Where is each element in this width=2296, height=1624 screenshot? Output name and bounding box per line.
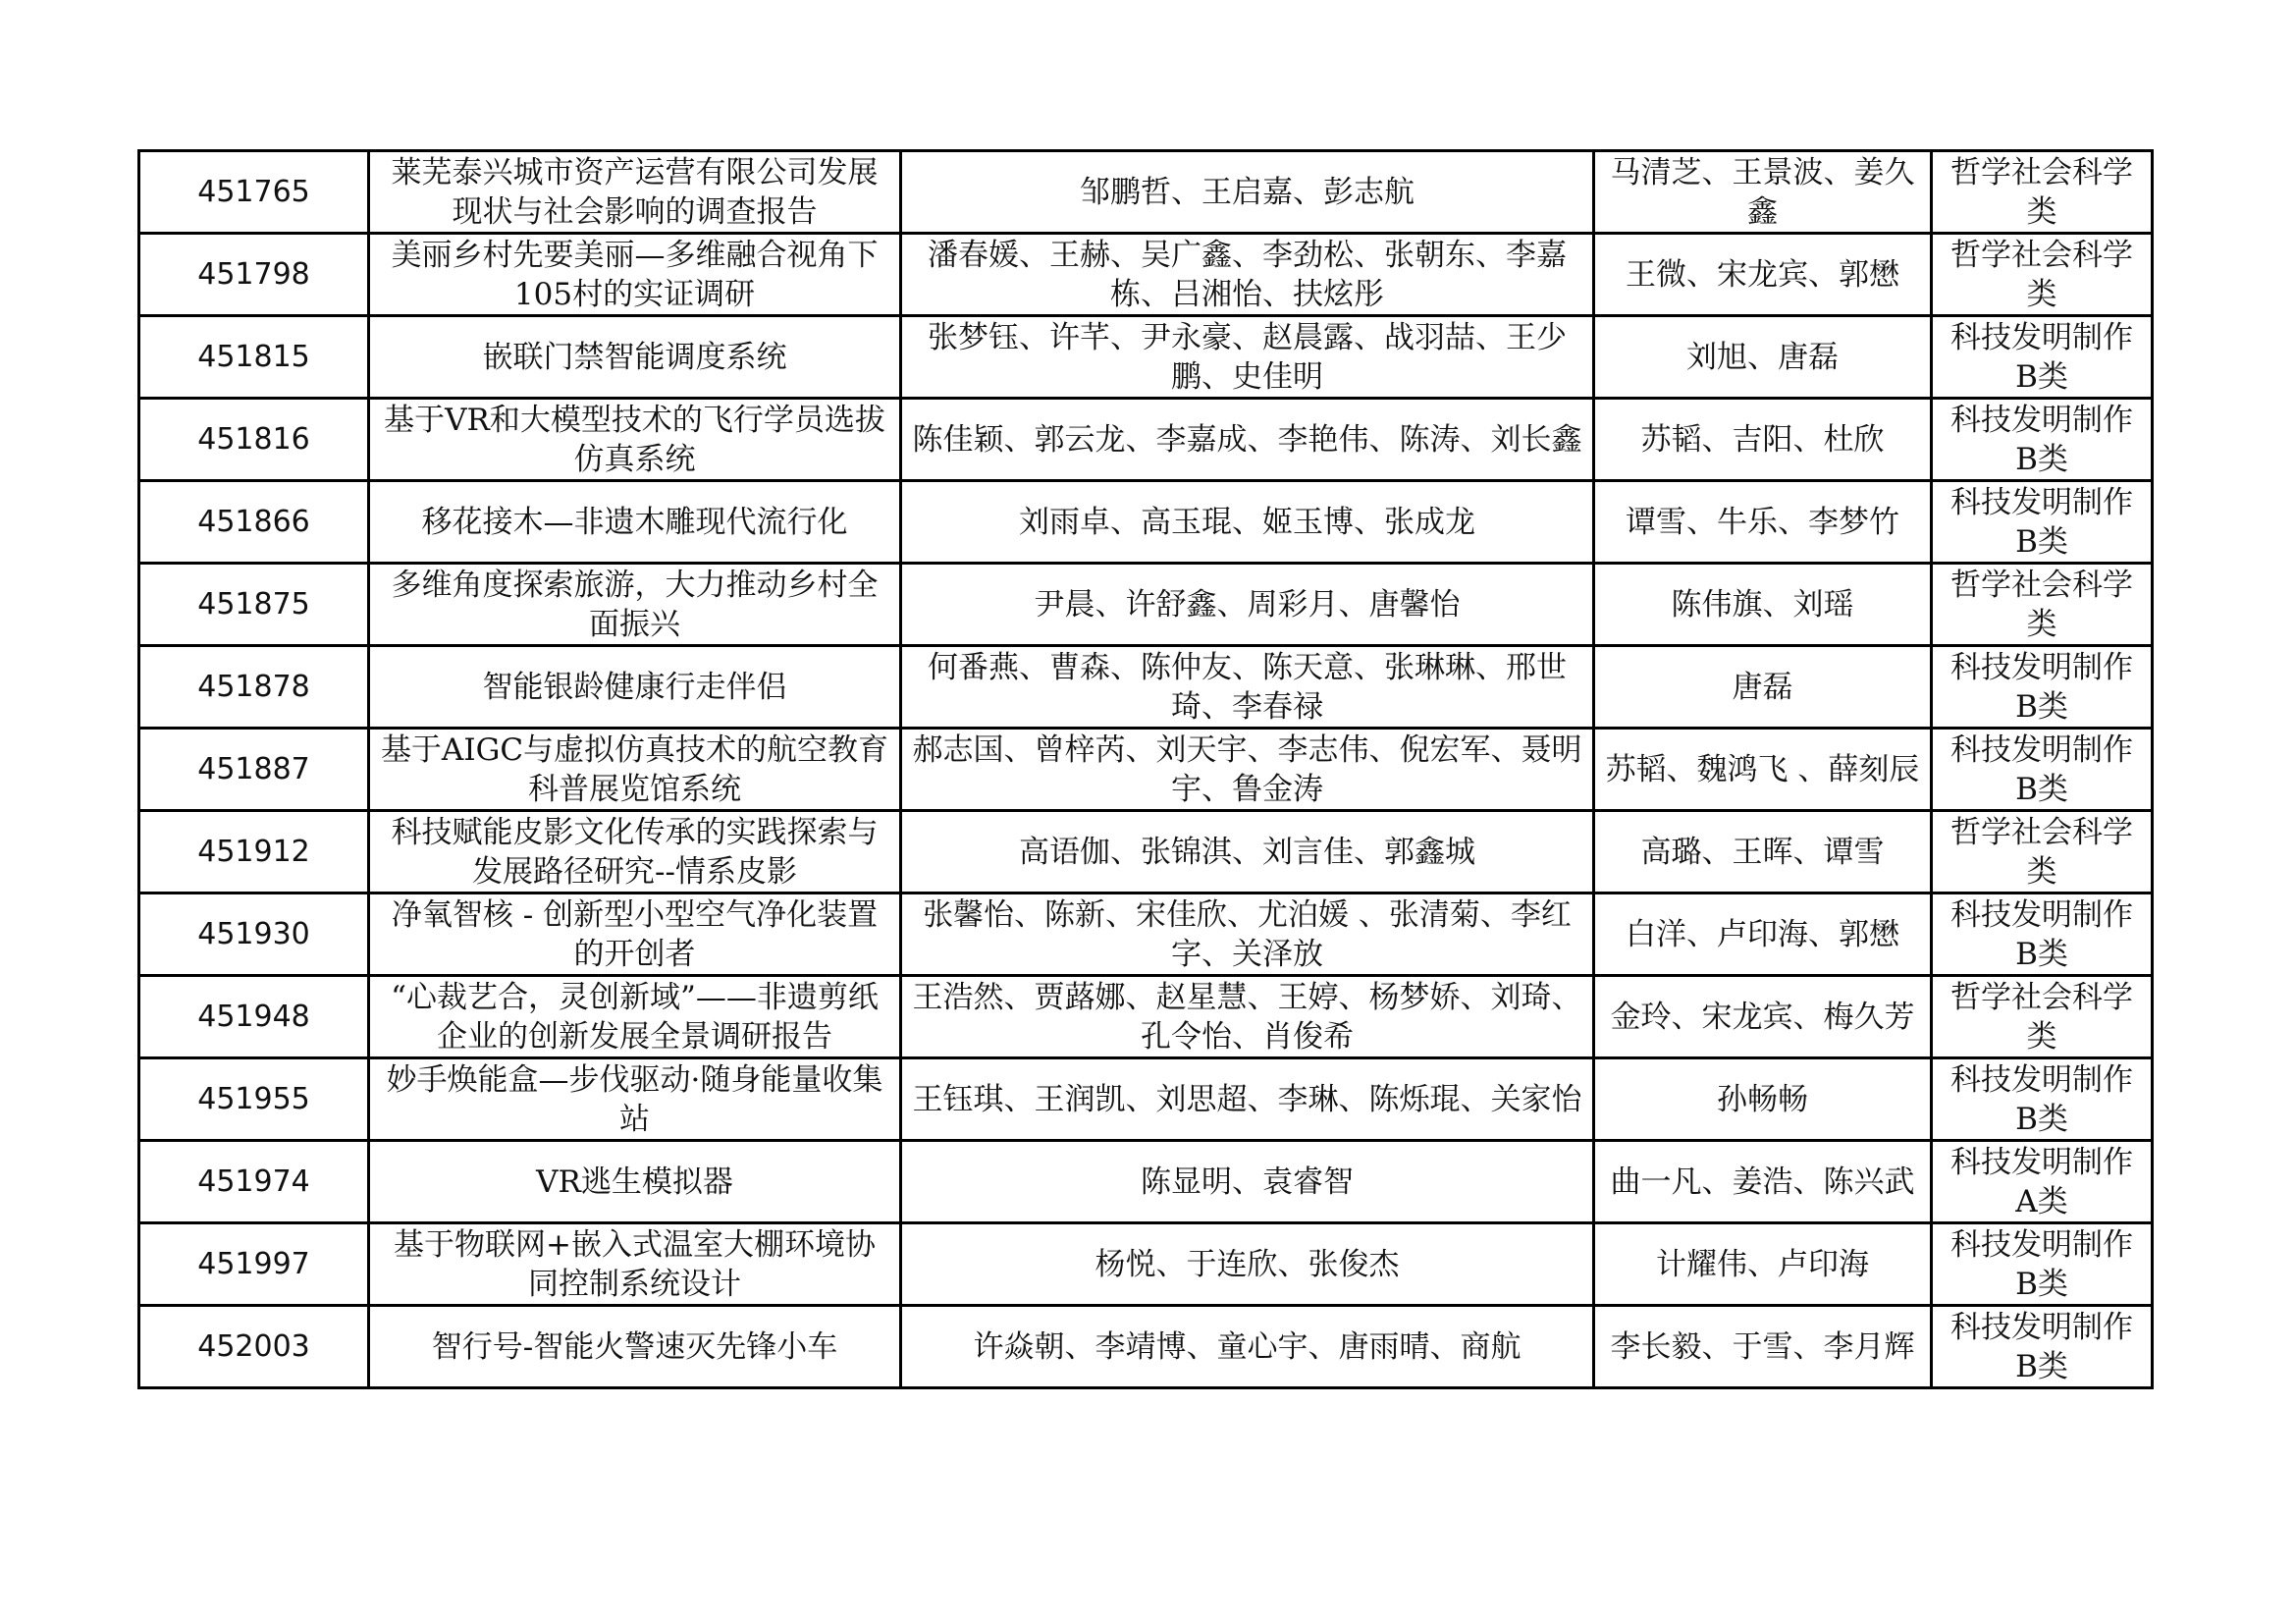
advisors-cell: 刘旭、唐磊 [1594,316,1932,399]
project-title-cell: 美丽乡村先要美丽—多维融合视角下105村的实证调研 [369,234,901,316]
project-title-cell: 基于AIGC与虚拟仿真技术的航空教育科普展览馆系统 [369,729,901,811]
team-members-cell: 陈佳颖、郭云龙、李嘉成、李艳伟、陈涛、刘长鑫 [901,399,1594,481]
project-title-cell: 净氧智核 - 创新型小型空气净化装置的开创者 [369,893,901,976]
category-cell: 哲学社会科学类 [1932,234,2153,316]
team-members-cell: 何番燕、曹森、陈仲友、陈天意、张琳琳、邢世琦、李春禄 [901,646,1594,729]
advisors-cell: 李长毅、于雪、李月辉 [1594,1306,1932,1388]
category-cell: 科技发明制作B类 [1932,893,2153,976]
advisors-cell: 陈伟旗、刘瑶 [1594,564,1932,646]
table-row [139,893,2153,976]
project-id-cell: 451815 [139,316,369,399]
advisors-cell: 谭雪、牛乐、李梦竹 [1594,481,1932,564]
project-id-cell: 451875 [139,564,369,646]
project-id-cell: 451997 [139,1223,369,1306]
team-members-cell: 陈显明、袁睿智 [901,1141,1594,1223]
team-members-cell: 尹晨、许舒鑫、周彩月、唐馨怡 [901,564,1594,646]
category-cell: 科技发明制作B类 [1932,1223,2153,1306]
table-row [139,811,2153,893]
category-cell: 科技发明制作A类 [1932,1141,2153,1223]
project-title-cell: 智能银龄健康行走伴侣 [369,646,901,729]
team-members-cell: 邹鹏哲、王启嘉、彭志航 [901,151,1594,234]
table-row [139,1223,2153,1306]
table-row [139,1058,2153,1141]
team-members-cell: 高语伽、张锦淇、刘言佳、郭鑫城 [901,811,1594,893]
advisors-cell: 苏韬、吉阳、杜欣 [1594,399,1932,481]
project-title-cell: 移花接木—非遗木雕现代流行化 [369,481,901,564]
project-id-cell: 452003 [139,1306,369,1388]
category-cell: 科技发明制作B类 [1932,399,2153,481]
advisors-cell: 白洋、卢印海、郭懋 [1594,893,1932,976]
advisors-cell: 金玲、宋龙宾、梅久芳 [1594,976,1932,1058]
advisors-cell: 孙畅畅 [1594,1058,1932,1141]
table-row [139,646,2153,729]
table-body [139,151,2153,1388]
project-id-cell: 451912 [139,811,369,893]
category-cell: 哲学社会科学类 [1932,811,2153,893]
table-row [139,234,2153,316]
category-cell: 科技发明制作B类 [1932,1058,2153,1141]
advisors-cell: 唐磊 [1594,646,1932,729]
project-title-cell: 基于物联网+嵌入式温室大棚环境协同控制系统设计 [369,1223,901,1306]
team-members-cell: 王钰琪、王润凯、刘思超、李琳、陈烁琨、关家怡 [901,1058,1594,1141]
advisors-cell: 计耀伟、卢印海 [1594,1223,1932,1306]
project-id-cell: 451798 [139,234,369,316]
table-row [139,399,2153,481]
project-title-cell: 嵌联门禁智能调度系统 [369,316,901,399]
project-id-cell: 451816 [139,399,369,481]
project-title-cell: 科技赋能皮影文化传承的实践探索与发展路径研究--情系皮影 [369,811,901,893]
project-title-cell: 基于VR和大模型技术的飞行学员选拔仿真系统 [369,399,901,481]
table-row [139,151,2153,234]
table-row [139,976,2153,1058]
project-list-table [137,149,2154,1389]
project-id-cell: 451866 [139,481,369,564]
project-title-cell: 莱芜泰兴城市资产运营有限公司发展现状与社会影响的调查报告 [369,151,901,234]
table-row [139,481,2153,564]
project-title-cell: VR逃生模拟器 [369,1141,901,1223]
advisors-cell: 王微、宋龙宾、郭懋 [1594,234,1932,316]
table-row [139,729,2153,811]
category-cell: 科技发明制作B类 [1932,481,2153,564]
table-row [139,1141,2153,1223]
table-row [139,564,2153,646]
project-title-cell: 妙手焕能盒—步伐驱动·随身能量收集站 [369,1058,901,1141]
team-members-cell: 郝志国、曾梓芮、刘天宇、李志伟、倪宏军、聂明宇、鲁金涛 [901,729,1594,811]
team-members-cell: 杨悦、于连欣、张俊杰 [901,1223,1594,1306]
category-cell: 哲学社会科学类 [1932,976,2153,1058]
project-id-cell: 451765 [139,151,369,234]
team-members-cell: 刘雨卓、高玉琨、姬玉博、张成龙 [901,481,1594,564]
category-cell: 科技发明制作B类 [1932,729,2153,811]
category-cell: 哲学社会科学类 [1932,564,2153,646]
category-cell: 科技发明制作B类 [1932,316,2153,399]
team-members-cell: 许焱朝、李靖博、童心宇、唐雨晴、商航 [901,1306,1594,1388]
advisors-cell: 马清芝、王景波、姜久鑫 [1594,151,1932,234]
project-id-cell: 451930 [139,893,369,976]
advisors-cell: 曲一凡、姜浩、陈兴武 [1594,1141,1932,1223]
project-id-cell: 451974 [139,1141,369,1223]
project-id-cell: 451878 [139,646,369,729]
project-title-cell: 智行号-智能火警速灭先锋小车 [369,1306,901,1388]
team-members-cell: 张馨怡、陈新、宋佳欣、尤泊媛 、张清菊、李红字、关泽放 [901,893,1594,976]
category-cell: 哲学社会科学类 [1932,151,2153,234]
table-row [139,316,2153,399]
project-title-cell: 多维角度探索旅游，大力推动乡村全面振兴 [369,564,901,646]
category-cell: 科技发明制作B类 [1932,646,2153,729]
team-members-cell: 潘春媛、王赫、吴广鑫、李劲松、张朝东、李嘉栋、吕湘怡、扶炫彤 [901,234,1594,316]
team-members-cell: 张梦钰、许芊、尹永豪、赵晨露、战羽喆、王少鹏、史佳明 [901,316,1594,399]
advisors-cell: 高璐、王晖、谭雪 [1594,811,1932,893]
project-id-cell: 451955 [139,1058,369,1141]
table-row [139,1306,2153,1388]
project-id-cell: 451948 [139,976,369,1058]
project-title-cell: “心裁艺合，灵创新域”——非遗剪纸企业的创新发展全景调研报告 [369,976,901,1058]
category-cell: 科技发明制作B类 [1932,1306,2153,1388]
advisors-cell: 苏韬、魏鸿飞 、薛刻辰 [1594,729,1932,811]
project-id-cell: 451887 [139,729,369,811]
team-members-cell: 王浩然、贾蕗娜、赵星慧、王婷、杨梦娇、刘琦、孔令怡、肖俊希 [901,976,1594,1058]
